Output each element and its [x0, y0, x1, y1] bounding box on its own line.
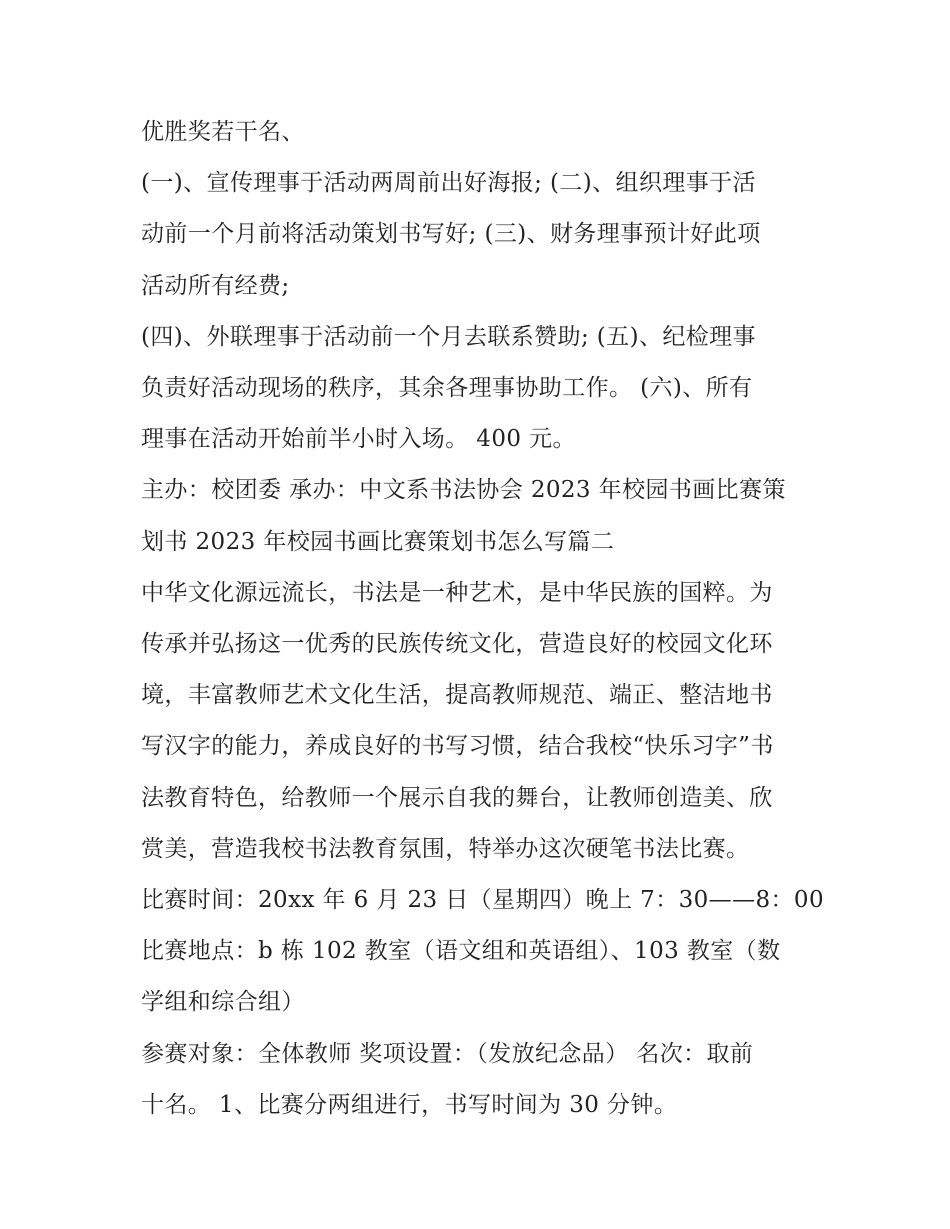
text-line: 负责好活动现场的秩序，其余各理事协助工作。 (六)、所有	[141, 375, 753, 402]
text-line: 活动所有经费;	[141, 272, 290, 299]
text-line: (一)、宣传理事于活动两周前出好海报; (二)、组织理事于活	[141, 170, 756, 197]
text-line: 法教育特色，给教师一个展示自我的舞台，让教师创造美、欣	[141, 784, 773, 811]
text-line: 比赛时间：20xx 年 6 月 23 日（星期四）晚上 7：30——8：00	[141, 887, 824, 914]
text-line: (四)、外联理事于活动前一个月去联系赞助; (五)、纪检理事	[141, 323, 756, 350]
text-line: 动前一个月前将活动策划书写好; (三)、财务理事预计好此项	[141, 221, 761, 248]
text-line: 学组和综合组）	[141, 989, 305, 1016]
text-line: 境，丰富教师艺术文化生活，提高教师规范、端正、整洁地书	[141, 682, 773, 709]
text-line: 写汉字的能力，养成良好的书写习惯，结合我校“快乐习字”书	[141, 733, 774, 760]
text-line: 理事在活动开始前半小时入场。 400 元。	[141, 426, 576, 453]
text-line: 中华文化源远流长，书法是一种艺术，是中华民族的国粹。为	[141, 579, 773, 606]
text-line: 优胜奖若干名、	[141, 119, 305, 145]
text-line: 主办：校团委 承办：中文系书法协会 2023 年校园书画比赛策	[141, 477, 786, 504]
text-line: 十名。 1、比赛分两组进行，书写时间为 30 分钟。	[141, 1091, 678, 1118]
text-line: 比赛地点：b 栋 102 教室（语文组和英语组）、103 教室（数	[141, 938, 781, 965]
text-line: 传承并弘扬这一优秀的民族传统文化，营造良好的校园文化环	[141, 631, 773, 658]
document-body	[141, 107, 824, 1131]
text-line: 划书 2023 年校园书画比赛策划书怎么写篇二	[141, 528, 615, 555]
text-line: 赏美，营造我校书法教育氛围，特举办这次硬笔书法比赛。	[141, 835, 750, 862]
text-line: 参赛对象：全体教师 奖项设置：（发放纪念品） 名次：取前	[141, 1040, 754, 1067]
